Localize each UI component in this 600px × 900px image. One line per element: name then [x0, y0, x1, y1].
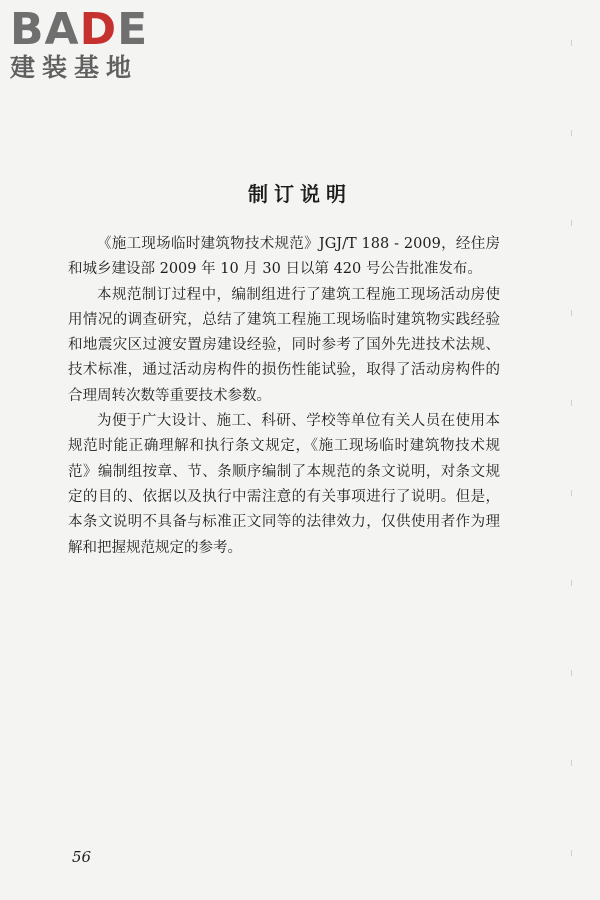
logo-wordmark — [10, 4, 180, 55]
logo-mark-accent: D — [79, 4, 118, 55]
document-body — [68, 232, 500, 561]
logo-mark-part: BA — [10, 4, 80, 55]
logo-mark-part: E — [117, 4, 149, 55]
page-title: 制订说明 — [248, 182, 352, 206]
paragraph: 《施工现场临时建筑物技术规范》JGJ/T 188 - 2009，经住房和城乡建设部 2009 年 10 月 30 日以第 420 号公告批准发布。 — [68, 236, 500, 278]
paragraph: 本规范制订过程中，编制组进行了建筑工程施工现场活动房使用情况的调查研究，总结了建筑工程施工现场临时建筑物实践经验和地震灾区过渡安置房建设经验，同时参考了国外先进技术法规、技术标准，通过活动房构件的损伤性能试验，取得了活动房构件的合理周转次数等重要技术参数。 — [68, 286, 500, 404]
page-number: 56 — [72, 848, 92, 866]
logo-subtitle: 建装基地 — [10, 53, 139, 82]
paragraph: 为便于广大设计、施工、科研、学校等单位有关人员在使用本规范时能正确理解和执行条文规定，《施工现场临时建筑物技术规范》编制组按章、节、条顺序编制了本规范的条文说明，对条文规定的目的、依据以及执行中需注意的有关事项进行了说明。但是，本条文说明不具备与标准正文同等的法律效力，仅供使用者作为理解和把握规范规定的参考。 — [68, 413, 500, 556]
logo — [10, 4, 180, 84]
scan-edge-artifact — [571, 0, 572, 900]
